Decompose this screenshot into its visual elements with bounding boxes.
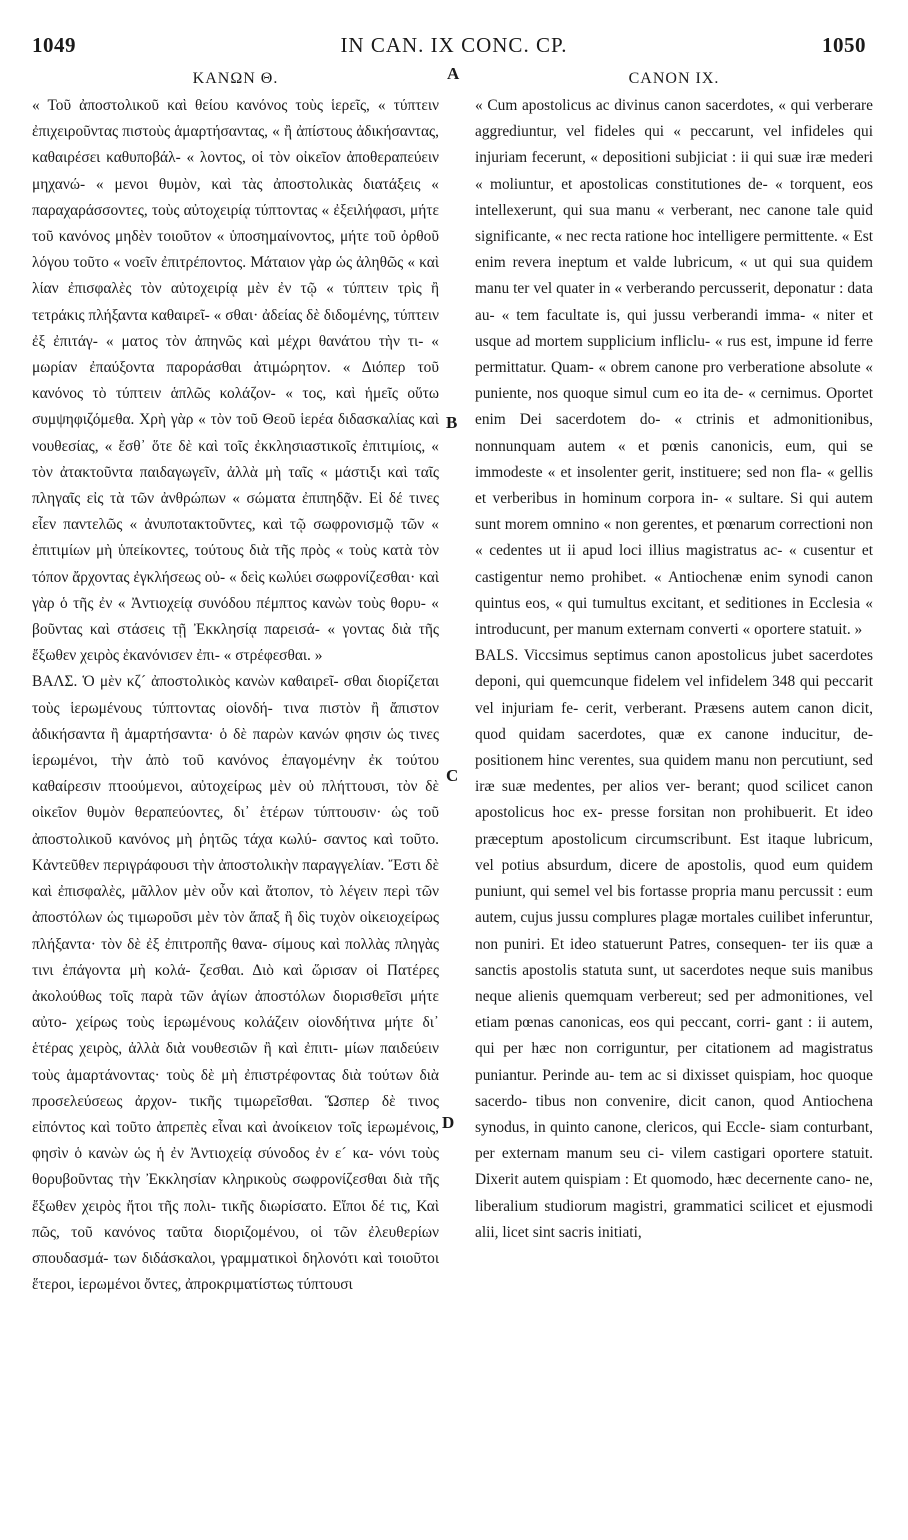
greek-canon-title: ΚΑΝΩΝ Θ. [192,70,279,87]
latin-canon-text: « Cum apostolicus ac divinus canon sacerdotes, « qui verberare aggrediuntur, vel fideles qui « peccarunt, vel infideles qui injuriam fecerunt, « depositioni subjiciat : ii qui suæ iræ mederi « moliuntur, et apostolicas constitutiones de- « torquent, eos intellexerunt, qui sua manu « verberant, nec canone tale quid significante, « nec recta ratione hoc intelligere permittente. « Est enim revera ineptum et valde lubricum, « ut qui sua quidem manu ter vel quater in « verberando percusserit, deponatur : data au- « tem facultate is, qui jussu verberandi imma- « niter et usque ad mortem supplicium infliclu- « rus est, impune id ferre permittatur. Quam- « obrem canone pro verberatione absolute « puniente, nos quoque simul cum eo ita de- « cernimus. Oportet enim Dei sacerdotem do- « ctrinis et admonitionibus, nonnunquam autem « et pœnis canonicis, eum, qui se immodeste « et insolenter gerit, instituere; sed non fla- « gellis et verberibus in hominum corpora in- « sultare. Si qui autem sunt morem omnino « non gerentes, et pœnarum correctioni non « cedentes ut ii apud loci illius magistratus ac- « cusentur et castigentur nemo prohibet. « Antiochenæ enim synodi canon quintus eos, « qui tumultus excitant, et seditiones in Ecclesia « introducunt, per manum externam converti « oportere statuit. » [475,97,873,639]
page-number-left: 1049 [32,33,76,57]
greek-column [32,66,439,1298]
margin-letter-d: D [442,1113,455,1132]
page-number-right: 1050 [822,33,866,57]
latin-column [475,66,873,1246]
margin-letter-b: B [446,413,458,432]
margin-letter-c: C [446,766,459,785]
greek-canon-text: « Τοῦ ἀποστολικοῦ καὶ θείου κανόνος τοὺς ἱερεῖς, « τύπτειν ἐπιχειροῦντας πιστοὺς ἁμαρτήσαντας, « ἢ ἀπίστους ἀδικήσαντας, καθαιρέσει καθυποβάλ- « λοντος, οἱ τὸν οἰκεῖον ἀποθεραπεύειν μηχανώ- « μενοι θυμὸν, καὶ τὰς ἀποστολικὰς διατάξεις « παραχαράσσοντες, τοὺς αὐτοχειρίᾳ τύπτοντας « ἐξειλήφασι, μήτε τοῦ κανόνος μηδὲν τοιοῦτον « ὑποσημαίνοντος, μήτε τοῦ ὀρθοῦ λόγου τοῦτο « νοεῖν ἐπιτρέποντος. Μάταιον γὰρ ὡς ἀληθῶς « καὶ λίαν ἐπισφαλὲς τὸν αὐτοχειρίᾳ μὲν ἐν τῷ « τύπτειν τρὶς ἢ τετράκις πλήξαντα καθαιρεῖ- « σθαι· ἀδείας δὲ διδομένης, τύπτειν ἐξ ἐπιτάγ- « ματος τὸν ἀπηνῶς καὶ μέχρι θανάτου τὴν τι- « μωρίαν ἐπαύξοντα παροράσθαι ἀτιμώρητον. « Διόπερ τοῦ κανόνος τὸ τύπτειν ἁπλῶς κολάζον- « τος, καὶ ἡμεῖς οὕτω συμψηφιζόμεθα. Χρὴ γὰρ « τὸν τοῦ Θεοῦ ἱερέα διδασκαλίας καὶ νουθεσίας, « ἔσθ᾽ ὅτε δὲ καὶ τοῖς ἐκκλησιαστικοῖς ἐπιτιμίοις, « τὸν ἀτακτοῦντα παιδαγωγεῖν, ἀλλὰ μὴ ταῖς « μάστιξι καὶ ταῖς πληγαῖς εἰς τὰ τῶν ἀνθρώπων « σώματα ἐπιπηδᾷν. Εἰ δέ τινες εἶεν παντελῶς « ἀνυποτακτοῦντες, καὶ τῷ σωφρονισμῷ τῶν « ἐπιτιμίων μὴ ὑπείκοντες, τούτους διὰ τῆς πρὸς « τοὺς κατὰ τὸν τόπον ἄρχοντας ἐγκλήσεως οὐ- « δεὶς κωλύει σωφρονίζεσθαι· καὶ γὰρ ὁ τῆς ἐν « Ἀντιοχείᾳ συνόδου πέμπτος κανὼν τοὺς θορυ- « βοῦντας καὶ στάσεις τῇ Ἐκκλησίᾳ παρεισά- « γοντας διὰ τῆς ἔξωθεν χειρὸς ἐκανόνισεν ἐπι- « στρέφεσθαι. » [32,97,439,665]
greek-commentary: ΒΑΛΣ. Ὁ μὲν κζ´ ἀποστολικὸς κανὼν καθαιρεῖ- σθαι διορίζεται τοὺς ἱερωμένους τύπτοντας οἱονδή- τινα πιστὸν ἢ ἄπιστον ἀδικήσαντα ἢ ἁμαρτήσαντα· ὁ δὲ παρὼν κανών φησιν ὡς τινες ἱερωμένοι, τὴν ἀπὸ τοῦ κανόνος ἐπαγομένην ἐκ τούτου καθαίρεσιν πτοούμενοι, αὐτοχείρως μὲν οὐ πλήττουσι, τὸν δὲ οἰκεῖον θυμὸν θεραπεύοντες, δι᾽ ἑτέρων τύπτουσιν· ὡς τοῦ ἀποστολικοῦ κανόνος μὴ ῥητῶς τάχα κωλύ- σαντος καὶ τοῦτο. Κἀντεῦθεν περιγράφουσι τὴν ἀποστολικὴν παραγγελίαν. Ἔστι δὲ καὶ ἐπισφαλὲς, μᾶλλον μὲν οὖν καὶ ἄτοπον, τὸ λέγειν περὶ τῶν ἀποστόλων ὡς τιμωροῦσι μὲν τὸν ἅπαξ ἢ δὶς τυχὸν οἰκειοχείρως πλήξαντα· τὸν δὲ ἐξ ἐπιτροπῆς θανα- σίμους καὶ πολλὰς πληγὰς τινι ἐπάγοντα μὴ κολά- ζεσθαι. Διὸ καὶ ὥρισαν οἱ Πατέρες ἀκολούθως τοῖς παρὰ τῶν ἁγίων ἀποστόλων διορισθεῖσι μήτε αὐτο- χείρως τοὺς ἱερωμένους κολάζειν οἱονδήτινα μήτε δι᾽ ἑτέρας χειρὸς, ἀλλὰ διὰ νουθεσιῶν ἢ καὶ ἐπιτι- μίων παιδεύειν τοὺς ἁμαρτάνοντας· τοὺς δὲ μὴ ἐπιστρέφοντας διὰ τούτων διὰ προσελεύσεως ἀρχον- τικῆς τιμωρεῖσθαι. Ὥσπερ δὲ τινος εἰπόντος καὶ τοῦτο ἀπρεπὲς εἶναι καὶ ἀνοίκειον τοῖς ἱερωμένοις, φησὶν ὁ κανὼν ὡς ἡ ἐν Ἀντιοχείᾳ σύνοδος ἐν ε´ κα- νόνι τοὺς θορυβοῦντας τὴν Ἐκκλησίαν κληρικοὺς σωφρονίζεσθαι διὰ τῆς ἔξωθεν χειρὸς ἤτοι τῆς πολι- τικῆς διωρίσατο. Εἴποι δέ τις, Καὶ πῶς, τοῦ κανόνος ταῦτα διοριζομένου, οἱ τῶν ἐλευθερίων σπουδασμά- των διδάσκαλοι, γραμματικοὶ δηλονότι καὶ τοιοῦτοι ἕτεροι, ἱερωμένοι ὄντες, ἀπροκριματίστως τύπτουσι [32,673,439,1294]
margin-letter-a: A [447,64,460,83]
latin-canon-title: CANON IX. [628,70,720,87]
running-title: IN CAN. IX CONC. CP. [340,33,568,57]
running-header [0,33,908,63]
latin-commentary: BALS. Viccsimus septimus canon apostolicus jubet sacerdotes deponi, qui quemcunque fidelem vel infidelem 348 qui peccarit vel injuriam fe- cerit, verberant. Præsens autem canon dicit, quod quidam sacerdotes, quæ ex canone inducitur, de- positionem hinc verentes, sua quidem manu non percutiunt, sed iræ suæ medentes, per alios ver- berant; quod scilicet canon apostolicus hoc ex- presse forsitan non prohibuerit. Et ideo præceptum apostolicum circumscribunt. Est itaque lubricum, vel potius absurdum, dicere de apostolis, quod eum quidem puniunt, qui semel vel bis fortasse propria manu percussit : eum autem, cujus jussu complures plagæ mortales cuilibet inferuntur, non puniri. Et ideo statuerunt Patres, consequen- ter iis quæ a sanctis apostolis statuta sunt, ut sacerdotes neque suis manibus neque alienis quemquam verbereut; sed per admonitiones, vel etiam pœnas canonicas, eos qui peccant, corri- gant : ii autem, qui per hæc non corriguntur, per citationem ad magistratus puniantur. Perinde au- tem ac si dixisset quispiam, hoc quoque sacerdo- tibus non convenire, dicit canon, quod Antiochena synodus, in quinto canone, clericos, qui Eccle- siam conturbant, per externam manum seu ci- vilem castigari oportere statuit. Dixerit autem quispiam : Et quomodo, hæc decernente cano- ne, liberalium studiorum magistri, grammatici scilicet et ejusmodi alii, licet sint sacris initiati, [475,647,873,1241]
